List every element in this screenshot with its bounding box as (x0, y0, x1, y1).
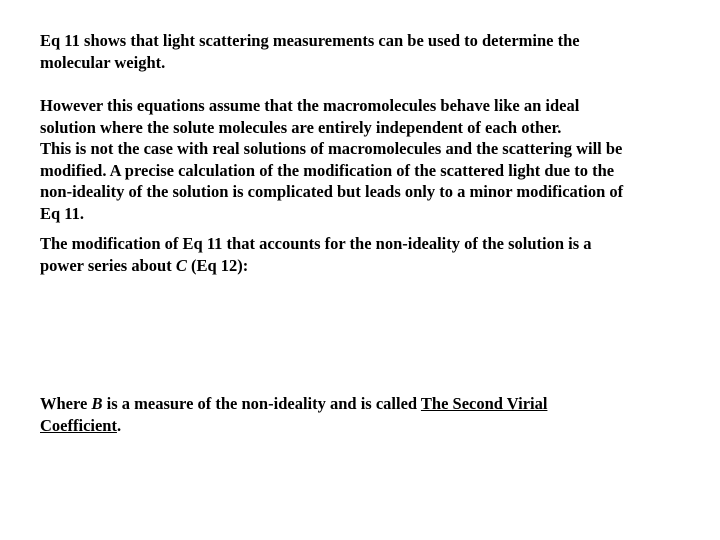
ideality-line-6: Eq 11. (40, 203, 85, 223)
second-virial-term-part-1: The Second Virial (420, 394, 548, 413)
ideality-line-4: modified. A precise calculation of the modification of the scattered light due to the (40, 160, 615, 180)
virial-middle: is a measure of the non-ideality and is called (102, 394, 421, 413)
intro-line-2: molecular weight. (40, 52, 166, 72)
ideality-line-3: This is not the case with real solutions of macromolecules and the scattering will be (40, 139, 623, 158)
power-series-line-1: The modification of Eq 11 that accounts for the non-ideality of the solution is a (40, 234, 592, 253)
concentration-symbol: C (175, 255, 187, 275)
power-series-prefix: power series about (40, 255, 176, 275)
virial-line-2 (40, 415, 700, 437)
power-series-suffix: (Eq 12): (186, 255, 249, 275)
virial-line-1 (40, 393, 700, 415)
virial-symbol: B (91, 394, 103, 413)
ideality-paragraph (40, 95, 700, 224)
virial-paragraph (40, 393, 700, 436)
ideality-line-2: solution where the solute molecules are entirely independent of each other. (40, 117, 562, 137)
virial-suffix: . (116, 415, 122, 435)
ideality-line-5: non-ideality of the solution is complicated but leads only to a minor modification of (40, 182, 624, 201)
power-series-line-2 (40, 255, 700, 277)
virial-prefix: Where (40, 394, 92, 413)
second-virial-term-part-2: Coefficient (40, 415, 117, 435)
power-series-paragraph (40, 233, 700, 276)
ideality-line-1: However this equations assume that the macromolecules behave like an ideal (40, 96, 580, 115)
intro-line-1: Eq 11 shows that light scattering measurements can be used to determine the (40, 31, 580, 50)
intro-paragraph (40, 30, 700, 73)
